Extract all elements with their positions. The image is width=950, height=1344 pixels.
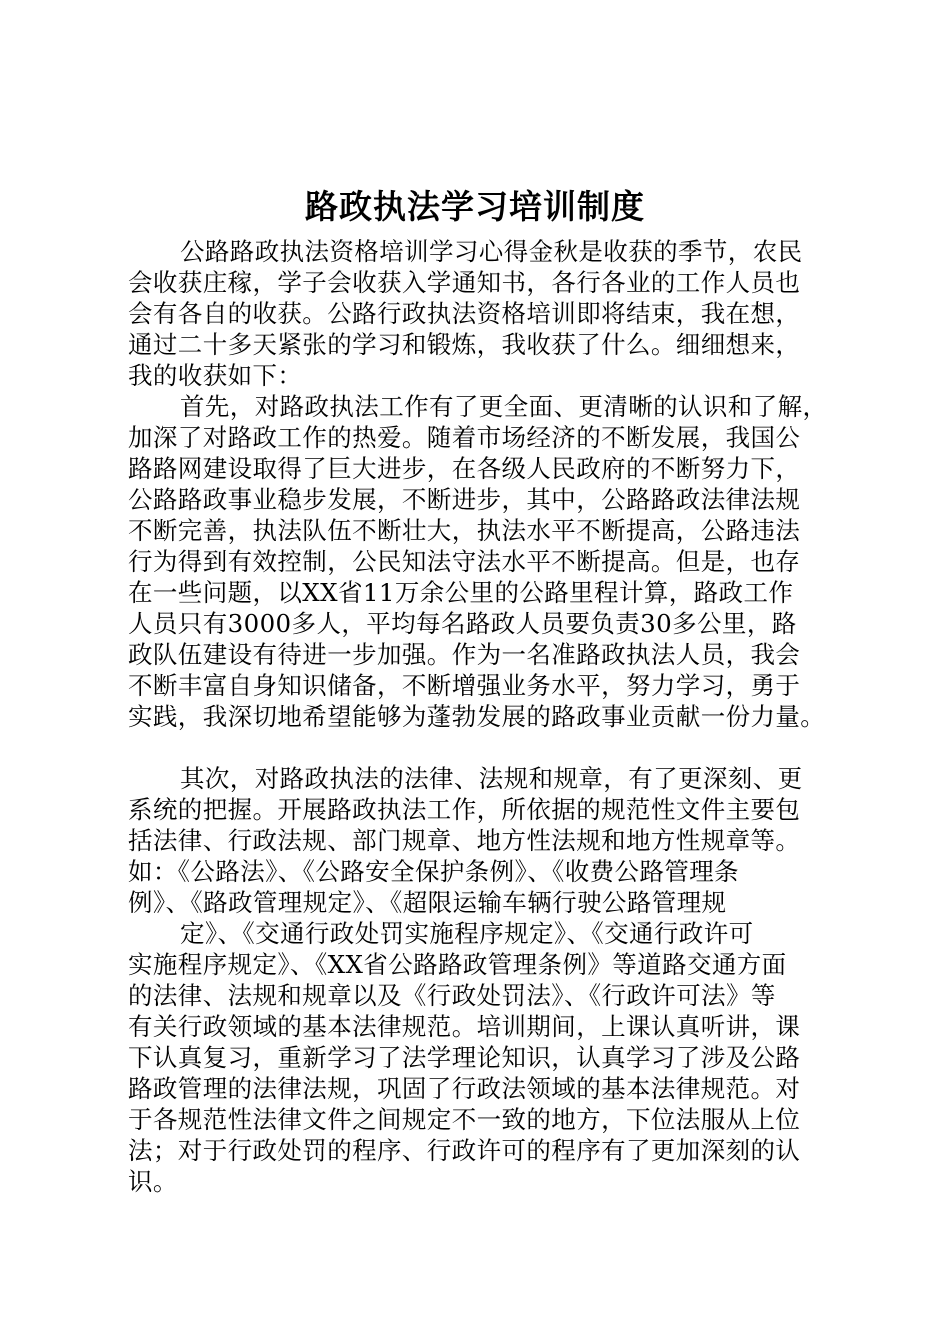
text-line: 括法律、行政法规、部门规章、地方性法规和地方性规章等。 — [128, 826, 801, 855]
text-line: 识。 — [128, 1167, 178, 1196]
text-line: 政队伍建设有待进一步加强。作为一名准路政执法人员，我会 — [128, 640, 801, 669]
text-line: 下认真复习，重新学习了法学理论知识，认真学习了涉及公路 — [128, 1043, 801, 1072]
text-line: 系统的把握。开展路政执法工作，所依据的规范性文件主要包 — [128, 795, 801, 824]
text-line: 路路网建设取得了巨大进步，在各级人民政府的不断努力下， — [128, 454, 801, 483]
text-line: 如：《公路法》、《公路安全保护条例》、《收费公路管理条 — [128, 857, 740, 886]
text-line: 实施程序规定》、《XX省公路路政管理条例》等道路交通方面 — [128, 950, 787, 979]
text-line: 行为得到有效控制，公民知法守法水平不断提高。但是，也存 — [128, 547, 801, 576]
text-line: 我的收获如下： — [128, 361, 303, 390]
text-line: 定》、《交通行政处罚实施程序规定》、《交通行政许可 — [180, 919, 754, 948]
document-title: 路政执法学习培训制度 — [305, 187, 645, 226]
text-line: 例》、《路政管理规定》、《超限运输车辆行驶公路管理规 — [128, 888, 727, 917]
text-line: 其次，对路政执法的法律、法规和规章，有了更深刻、更 — [180, 764, 803, 793]
text-line: 公路路政执法资格培训学习心得金秋是收获的季节，农民 — [180, 237, 803, 266]
paragraph-gap — [128, 732, 850, 763]
text-line: 通过二十多天紧张的学习和锻炼，我收获了什么。细细想来， — [128, 330, 801, 359]
document-body — [128, 236, 850, 1197]
text-line: 在一些问题，以XX省11万余公里的公路里程计算，路政工作 — [128, 578, 794, 607]
text-line: 法；对于行政处罚的程序、行政许可的程序有了更加深刻的认 — [128, 1136, 801, 1165]
text-line: 会收获庄稼，学子会收获入学通知书，各行各业的工作人员也 — [128, 268, 801, 297]
text-line: 加深了对路政工作的热爱。随着市场经济的不断发展，我国公 — [128, 423, 801, 452]
text-line: 有关行政领域的基本法律规范。培训期间，上课认真听讲，课 — [128, 1012, 801, 1041]
text-line: 首先，对路政执法工作有了更全面、更清晰的认识和了解， — [180, 392, 828, 421]
text-line: 公路路政事业稳步发展，不断进步，其中，公路路政法律法规 — [128, 485, 801, 514]
text-line: 的法律、法规和规章以及《行政处罚法》、《行政许可法》等 — [128, 981, 776, 1010]
text-line: 会有各自的收获。公路行政执法资格培训即将结束，我在想， — [128, 299, 801, 328]
text-line: 人员只有3000多人，平均每名路政人员要负责30多公里，路 — [128, 609, 797, 638]
text-line: 于各规范性法律文件之间规定不一致的地方，下位法服从上位 — [128, 1105, 801, 1134]
text-line: 不断完善，执法队伍不断壮大，执法水平不断提高，公路违法 — [128, 516, 801, 545]
text-line: 路政管理的法律法规，巩固了行政法领域的基本法律规范。对 — [128, 1074, 801, 1103]
text-line: 实践，我深切地希望能够为蓬勃发展的路政事业贡献一份力量。 — [128, 702, 826, 731]
text-line: 不断丰富自身知识储备，不断增强业务水平，努力学习，勇于 — [128, 671, 801, 700]
